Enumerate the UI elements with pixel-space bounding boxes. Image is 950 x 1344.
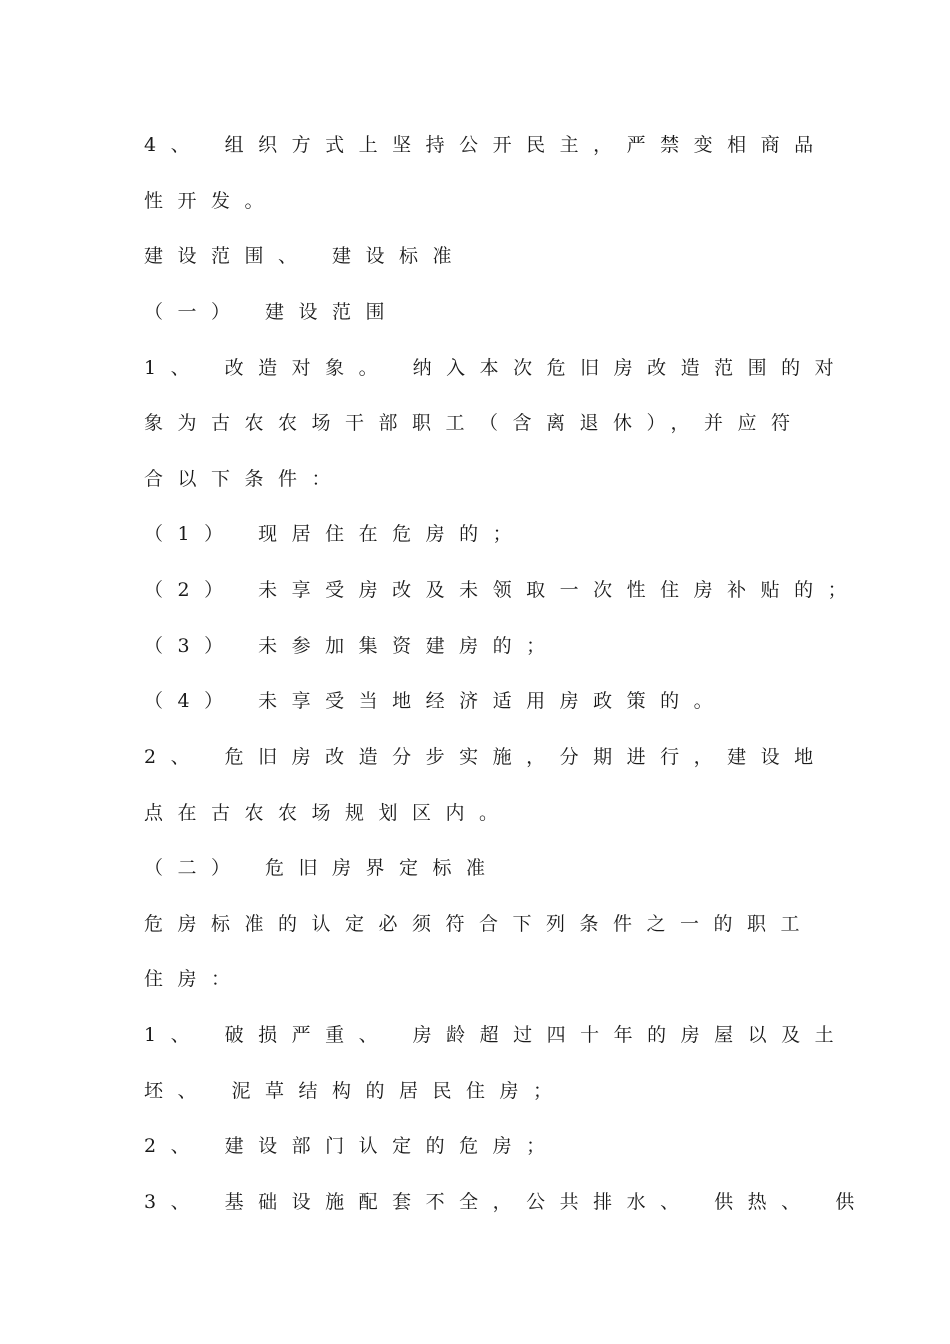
text-line: 坯、 泥草结构的居民住房； xyxy=(144,1080,567,1102)
text-line: 1、 改造对象。 纳入本次危旧房改造范围的对 xyxy=(144,357,849,379)
text-line: 4、 组织方式上坚持公开民主，严禁变相商品 xyxy=(144,134,828,156)
subsection-heading: （二） 危旧房界定标准 xyxy=(144,857,500,879)
text-line: 象为古农农场干部职工（含离退休），并应符 xyxy=(144,412,805,434)
list-item: （3） 未参加集资建房的； xyxy=(144,635,560,657)
list-item: 3、 基础设施配套不全，公共排水、 供热、 供 xyxy=(144,1191,869,1213)
section-heading: 建设范围、 建设标准 xyxy=(144,245,467,267)
subsection-heading: （一） 建设范围 xyxy=(144,301,400,323)
list-item: 1、 破损严重、 房龄超过四十年的房屋以及土 xyxy=(144,1024,849,1046)
text-line: 住房： xyxy=(144,968,245,990)
list-item: （2） 未享受房改及未领取一次性住房补贴的； xyxy=(144,579,862,601)
list-item: （4） 未享受当地经济适用房政策的。 xyxy=(144,690,728,712)
text-line: 性开发。 xyxy=(144,190,279,212)
text-line: 危房标准的认定必须符合下列条件之一的职工 xyxy=(144,913,815,935)
text-line: 点在古农农场规划区内。 xyxy=(144,802,513,824)
text-line: 合以下条件： xyxy=(144,468,346,490)
list-item: 2、 建设部门认定的危房； xyxy=(144,1135,560,1157)
list-item: （1） 现居住在危房的； xyxy=(144,523,527,545)
text-line: 2、 危旧房改造分步实施，分期进行，建设地 xyxy=(144,746,828,768)
